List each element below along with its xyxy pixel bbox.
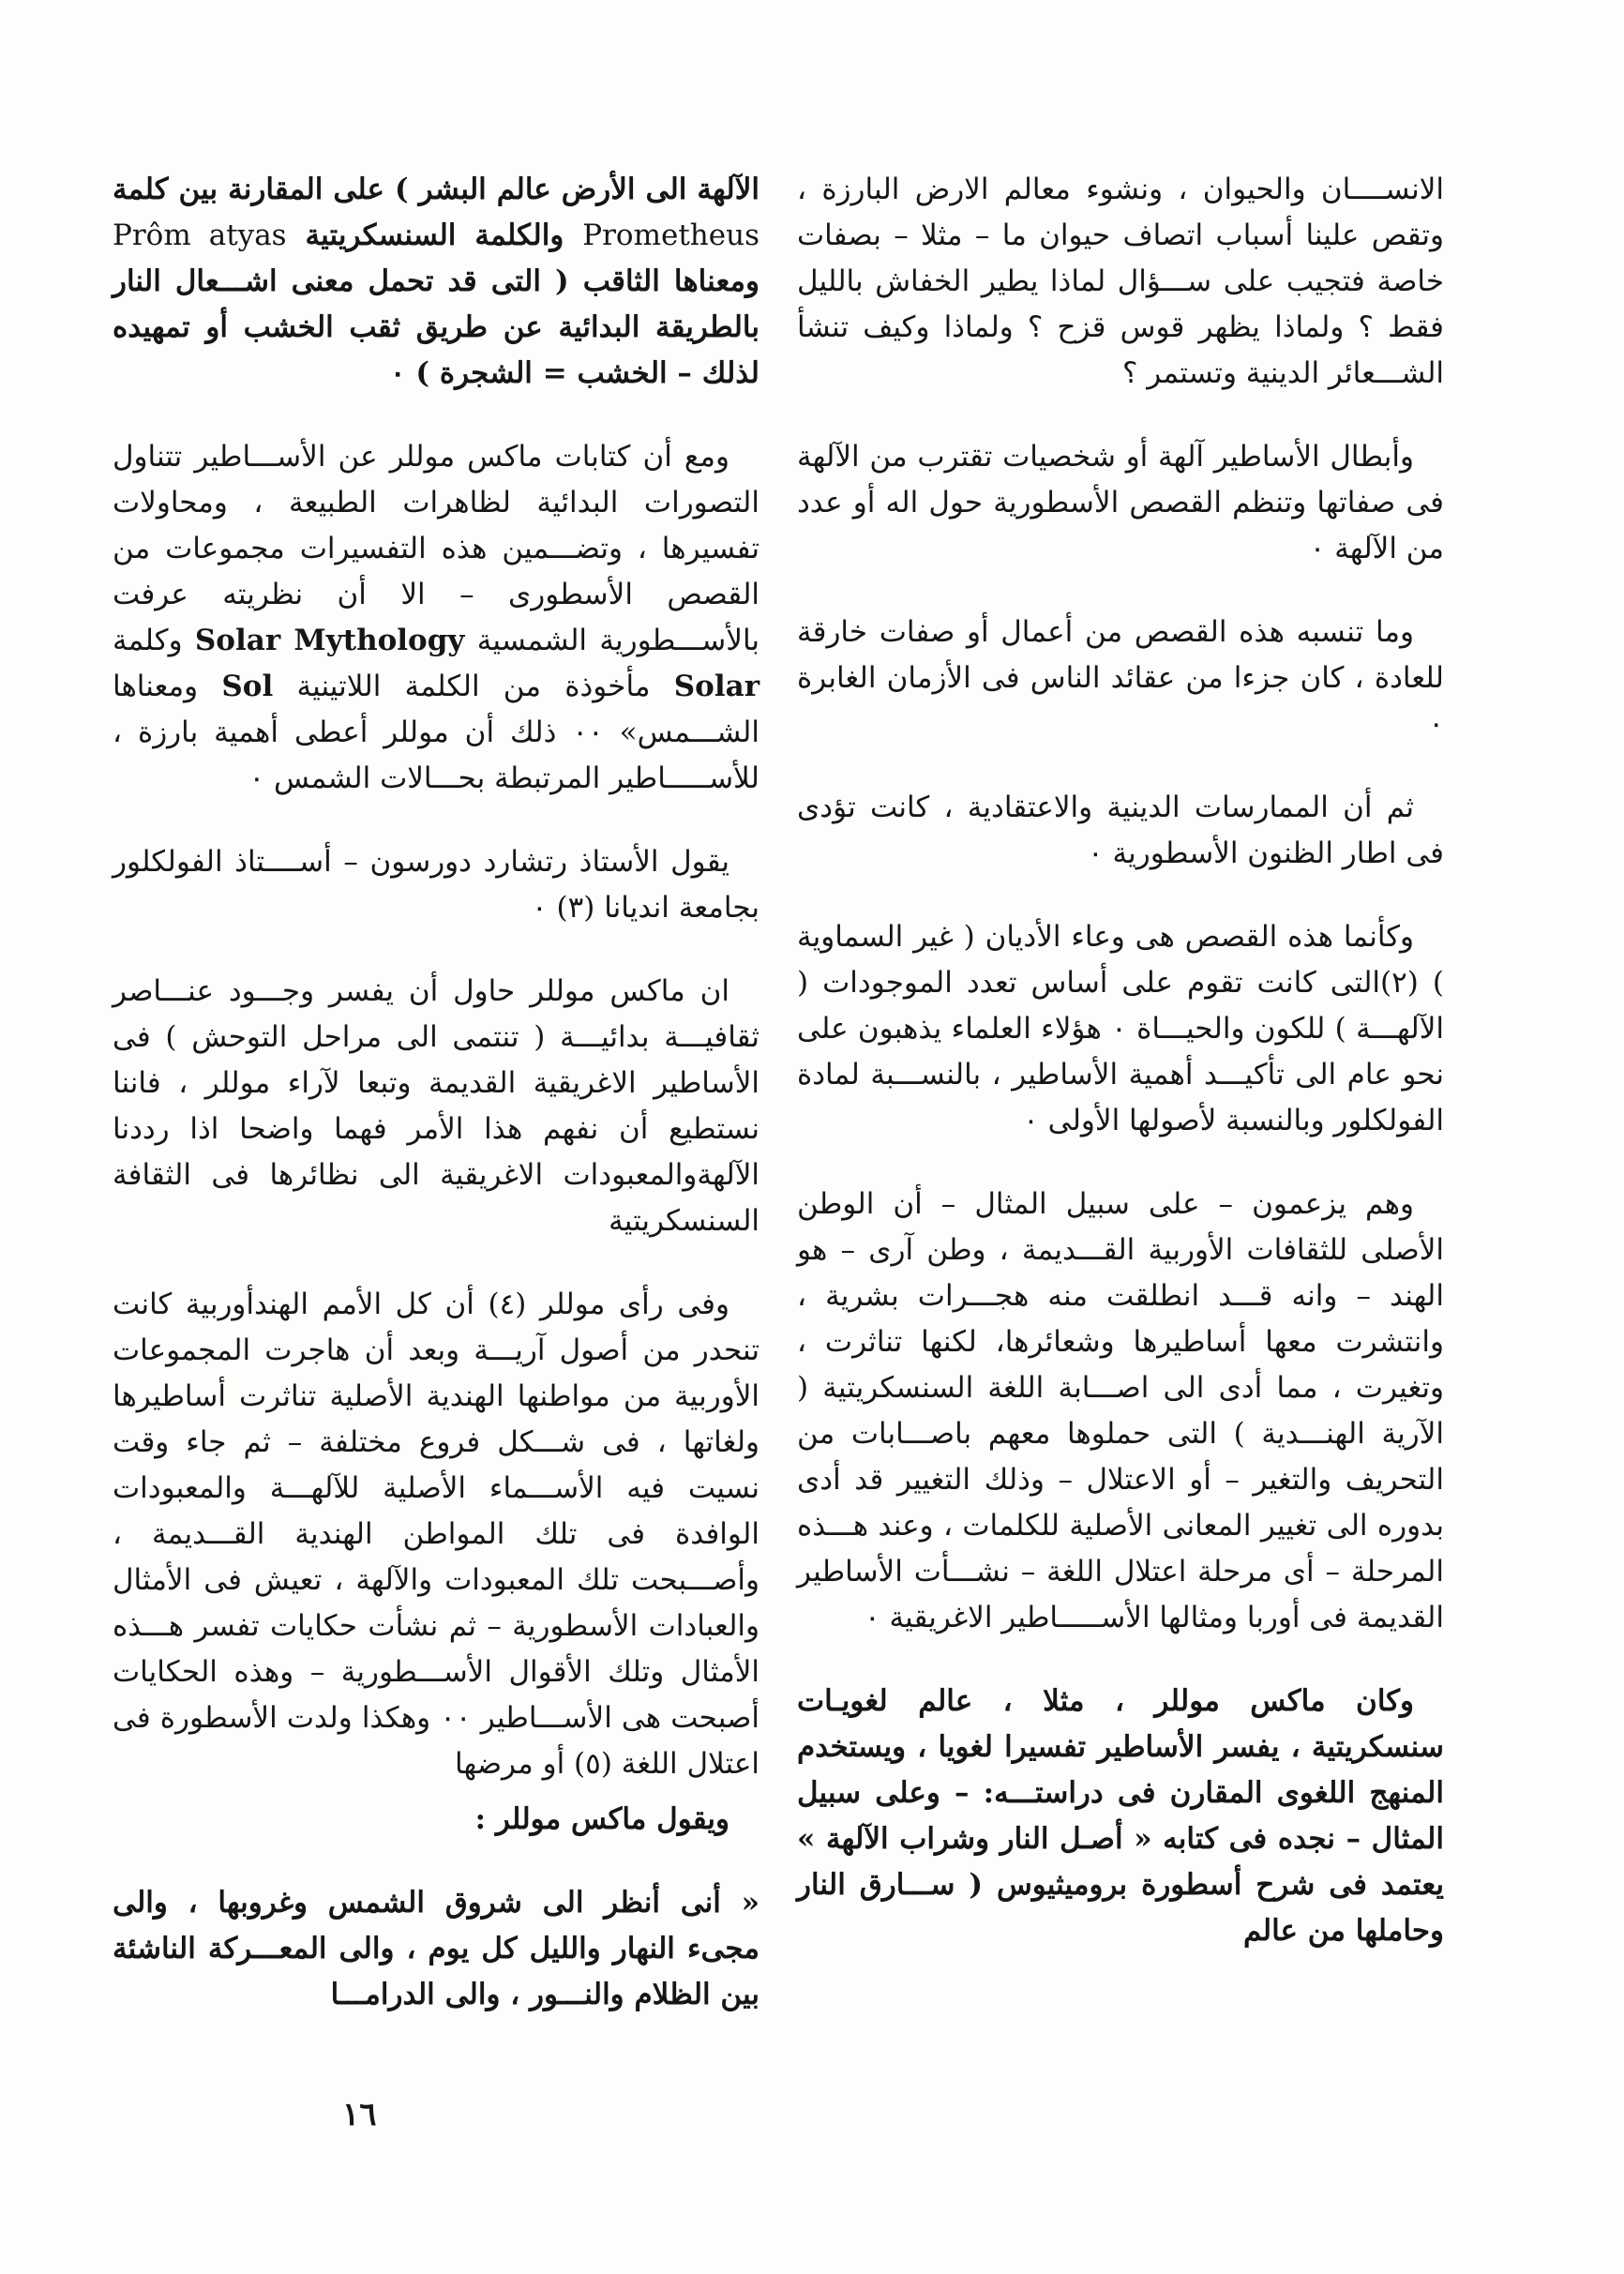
right-column (797, 167, 1444, 1992)
paragraph: وكان ماكس موللر ، مثلا ، عالم لغويـات سنسكريتية ، يفسر الأساطير تفسيرا لغويا ، ويستخدم المنهج اللغوى المقارن فى دراستـــه: – وعلى سبيل المثال – نجده فى كتابه « أصـل النار وشراب الآلهة » يعتمد فى شرح أسطورة بروميثيوس ( ســـارق النار وحاملها من عالم (797, 1684, 1444, 1948)
latin-term: Solar Mythology (194, 624, 465, 657)
text-segment: ومعناها الثاقب ( التى قد تحمل معنى اشـــعال النار بالطريقة البدائية عن طريق ثقب الخشب أو تمهيده لذلك – الخشب = الشجرة ) ٠ (113, 264, 759, 390)
paragraph: وكأنما هذه القصص هى وعاء الأديان ( غير السماوية ) (٢)التى كانت تقوم على أساس تعدد الموجودات ( الآلهـــة ) للكون والحيـــاة ٠ هؤلاء العلماء يذهبون على نحو عام الى تأكيـــد أهمية الأساطير ، بالنســـبة لمادة الفولكلور وبالنسبة لأصولها الأولى ٠ (797, 920, 1444, 1137)
text-segment: ومعناها الشـــمس» ٠٠ ذلك أن موللر أعطى أهمية بارزة ، للأســـــاطير المرتبطة بحـــالات الشمس ٠ (113, 670, 759, 795)
text-segment: مأخوذة من الكلمة اللاتينية (296, 670, 651, 703)
latin-term: Prôm atyas (113, 218, 287, 252)
paragraph: يقول الأستاذ رتشارد دورسون – أســــتاذ الفولكلور بجامعة انديانا (٣) ٠ (113, 845, 759, 925)
paragraph: ثم أن الممارسات الدينية والاعتقادية ، كانت تؤدى فى اطار الظنون الأسطورية ٠ (797, 791, 1444, 870)
left-column (113, 167, 759, 2056)
latin-term: Sol (221, 670, 274, 703)
page-number: ١٦ (342, 2096, 377, 2133)
paragraph: وهم يزعمون – على سبيل المثال – أن الوطن الأصلى للثقافات الأوربية القـــديمة ، وطن آرى – هو الهند – وانه قـــد انطلقت منه هجـــرات بشرية ، وانتشرت معها أساطيرها وشعائرها، لكنها تناثرت ، وتغيرت ، مما أدى الى اصـــابة اللغة السنسكريتية ( الآرية الهنـــدية ) التى حملوها معهم باصـــابات من التحريف والتغير – أو الاعتلال – وذلك التغيير قد أدى بدوره الى تغيير المعانى الأصلية للكلمات ، وعند هـــذه المرحلة – أى مرحلة اعتلال اللغة – نشـــأت الأساطير القديمة فى أوربا ومثالها الأســـــاطير الاغريقية ٠ (797, 1187, 1444, 1634)
paragraph-continued (113, 167, 759, 397)
paragraph: وفى رأى موللر (٤) أن كل الأمم الهندأوربية كانت تنحدر من أصول آريـــة وبعد أن هاجرت المجموعات الأوربية من مواطنها الهندية الأصلية تناثرت أساطيرها ولغاتها ، فى شـــكل فروع مختلفة – ثم جاء وقت نسيت فيه الأســـماء الأصلية للآلهـــة والمعبودات الوافدة فى تلك المواطن الهندية القـــديمة ، وأصـــبحت تلك المعبودات والآلهة ، تعيش فى الأمثال والعبادات الأسطورية – ثم نشأت حكايات تفسر هـــذه الأمثال وتلك الأقوال الأســـطورية – وهذه الحكايات أصبحت هى الأســـاطير ٠٠ وهكذا ولدت الأسطورة فى اعتلال اللغة (٥) أو مرضها (113, 1288, 759, 1781)
quotation: « أنى أنظر الى شروق الشمس وغروبها ، والى مجىء النهار والليل كل يوم ، والى المعـــركة الناشئة بين الظلام والنـــور ، والى الدرامـــا (113, 1886, 759, 2011)
text-segment: والكلمة السنسكريتية (305, 218, 564, 252)
paragraph: وأبطال الأساطير آلهة أو شخصيات تقترب من الآلهة فى صفاتها وتنظم القصص الأسطورية حول اله أو عدد من الآلهة ٠ (797, 440, 1444, 565)
paragraph: وما تنسبه هذه القصص من أعمال أو صفات خارقة للعادة ، كان جزءا من عقائد الناس فى الأزمان الغابرة ٠ (797, 615, 1444, 741)
text-segment: الآلهة الى الأرض عالم البشر ) على المقارنة بين كلمة (113, 173, 759, 206)
paragraph: الانســــان والحيوان ، ونشوء معالم الارض البارزة ، وتقص علينا أسباب اتصاف حيوان ما – مثلا – بصفات خاصة فتجيب على ســـؤال لماذا يطير الخفاش بالليل فقط ؟ ولماذا يظهر قوس قزح ؟ ولماذا وكيف تنشأ الشـــعائر الدينية وتستمر ؟ (797, 173, 1444, 390)
paragraph: ان ماكس موللر حاول أن يفسر وجـــود عنـــاصر ثقافيـــة بدائيـــة ( تنتمى الى مراحل التوحش ) فى الأساطير الاغريقية القديمة وتبعا لآراء موللر ، فاننا نستطيع أن نفهم هذا الأمر فهما واضحا اذا رددنا الآلهةوالمعبودات الاغريقية الى نظائرها فى الثقافة السنسكريتية (113, 974, 759, 1238)
text-segment: وكلمة (113, 624, 183, 657)
paragraph (113, 434, 759, 802)
text-segment: ومع أن كتابات ماكس موللر عن الأســـاطير تتناول التصورات البدائية لظاهرات الطبيعة ، ومحاولات تفسيرها ، وتضـــمين هذه التفسيرات مجموعات من القصص الأسطورى – الا أن نظريته عرفت بالأســـطورية الشمسية (113, 440, 760, 657)
latin-term: Prometheus (582, 218, 759, 252)
paragraph: ويقول ماكس موللر : (474, 1802, 729, 1836)
latin-term: Solar (673, 670, 760, 703)
